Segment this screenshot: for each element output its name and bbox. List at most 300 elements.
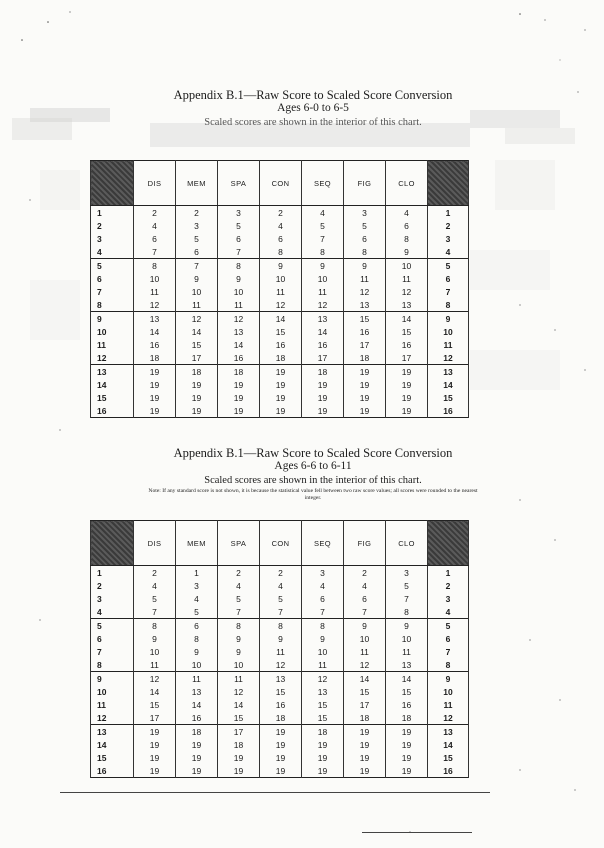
scaled-score-cell: 6 — [386, 219, 428, 232]
scaled-score-cell: 15 — [218, 711, 260, 725]
scaled-score-cell: 9 — [218, 272, 260, 285]
scaled-score-cell: 19 — [218, 751, 260, 764]
section-title: Appendix B.1—Raw Score to Scaled Score Conversion — [173, 88, 453, 102]
scaled-score-cell: 4 — [134, 579, 176, 592]
scaled-score-cell: 10 — [386, 259, 428, 273]
scaled-score-cell: 11 — [218, 298, 260, 312]
scaled-score-cell: 15 — [176, 338, 218, 351]
scaled-score-cell: 13 — [176, 685, 218, 698]
scaled-score-cell: 19 — [386, 751, 428, 764]
table-row — [91, 351, 469, 365]
raw-score-cell: 12 — [91, 711, 134, 725]
scaled-score-cell: 5 — [176, 232, 218, 245]
scaled-score-cell: 6 — [344, 592, 386, 605]
raw-score-header — [91, 161, 134, 206]
scaled-score-cell: 11 — [344, 272, 386, 285]
raw-score-cell: 12 — [428, 351, 469, 365]
raw-score-cell: 12 — [428, 711, 469, 725]
subtest-header: FIG — [344, 161, 386, 206]
scaled-score-cell: 7 — [134, 605, 176, 619]
scaled-score-cell: 11 — [218, 672, 260, 686]
scaled-score-cell: 12 — [134, 298, 176, 312]
scaled-score-cell: 6 — [302, 592, 344, 605]
raw-score-header — [428, 521, 469, 566]
scaled-score-cell: 19 — [302, 391, 344, 404]
scaled-score-cell: 12 — [260, 658, 302, 672]
raw-score-cell: 13 — [91, 365, 134, 379]
scaled-score-cell: 4 — [176, 592, 218, 605]
raw-score-header — [91, 521, 134, 566]
header-row — [91, 521, 469, 566]
scaled-score-cell: 13 — [344, 298, 386, 312]
raw-score-cell: 16 — [428, 404, 469, 418]
scaled-score-cell: 5 — [344, 219, 386, 232]
scaled-score-cell: 19 — [134, 764, 176, 778]
section-subtitle: Scaled scores are shown in the interior of this chart. — [204, 475, 422, 486]
scaled-score-cell: 19 — [344, 404, 386, 418]
subtest-header: CLO — [386, 521, 428, 566]
raw-score-cell: 1 — [91, 566, 134, 580]
subtest-header: MEM — [176, 521, 218, 566]
raw-score-cell: 16 — [91, 404, 134, 418]
scaled-score-cell: 5 — [302, 219, 344, 232]
raw-score-cell: 6 — [91, 632, 134, 645]
table-row — [91, 605, 469, 619]
table-row — [91, 338, 469, 351]
scaled-score-cell: 7 — [302, 605, 344, 619]
scaled-score-cell: 1 — [176, 566, 218, 580]
table-row — [91, 698, 469, 711]
raw-score-cell: 14 — [91, 378, 134, 391]
scaled-score-cell: 17 — [134, 711, 176, 725]
scaled-score-cell: 16 — [260, 698, 302, 711]
scaled-score-cell: 6 — [218, 232, 260, 245]
age-range: Ages 6-6 to 6-11 — [274, 460, 352, 472]
scaled-score-cell: 12 — [344, 658, 386, 672]
scaled-score-cell: 12 — [176, 312, 218, 326]
subtest-header: FIG — [344, 521, 386, 566]
scaled-score-cell: 9 — [176, 645, 218, 658]
scaled-score-cell: 12 — [218, 685, 260, 698]
scaled-score-cell: 7 — [302, 232, 344, 245]
raw-score-cell: 7 — [428, 285, 469, 298]
scaled-score-cell: 10 — [176, 658, 218, 672]
scaled-score-cell: 19 — [302, 738, 344, 751]
scaled-score-cell: 12 — [386, 285, 428, 298]
scaled-score-cell: 18 — [218, 738, 260, 751]
scaled-score-cell: 18 — [260, 351, 302, 365]
scaled-score-cell: 8 — [134, 619, 176, 633]
scaled-score-cell: 13 — [302, 685, 344, 698]
scaled-score-cell: 13 — [386, 658, 428, 672]
section-subtitle: Scaled scores are shown in the interior of this chart. — [204, 117, 422, 128]
scaled-score-cell: 17 — [344, 698, 386, 711]
raw-score-cell: 2 — [428, 579, 469, 592]
scaled-score-cell: 3 — [386, 566, 428, 580]
scaled-score-cell: 8 — [260, 619, 302, 633]
scaled-score-cell: 9 — [218, 645, 260, 658]
subtest-header: SPA — [218, 521, 260, 566]
scaled-score-cell: 14 — [386, 672, 428, 686]
table-row — [91, 632, 469, 645]
scaled-score-cell: 19 — [344, 378, 386, 391]
scaled-score-cell: 19 — [176, 378, 218, 391]
scaled-score-cell: 14 — [386, 312, 428, 326]
raw-score-header — [428, 161, 469, 206]
scaled-score-cell: 19 — [386, 764, 428, 778]
table-row — [91, 672, 469, 686]
scaled-score-cell: 17 — [386, 351, 428, 365]
raw-score-cell: 11 — [428, 338, 469, 351]
table-row — [91, 404, 469, 418]
scaled-score-cell: 9 — [176, 272, 218, 285]
raw-score-cell: 4 — [91, 605, 134, 619]
scaled-score-cell: 7 — [260, 605, 302, 619]
raw-score-cell: 5 — [428, 619, 469, 633]
table-row — [91, 206, 469, 220]
scaled-score-cell: 18 — [176, 365, 218, 379]
scaled-score-cell: 12 — [344, 285, 386, 298]
scaled-score-cell: 19 — [176, 738, 218, 751]
raw-score-cell: 15 — [91, 751, 134, 764]
scaled-score-cell: 4 — [386, 206, 428, 220]
raw-score-cell: 4 — [91, 245, 134, 259]
table-row — [91, 325, 469, 338]
table-row — [91, 738, 469, 751]
scaled-score-cell: 19 — [302, 751, 344, 764]
scaled-score-cell: 12 — [302, 672, 344, 686]
scaled-score-cell: 19 — [260, 365, 302, 379]
scaled-score-cell: 11 — [134, 285, 176, 298]
scaled-score-cell: 15 — [386, 685, 428, 698]
raw-score-cell: 10 — [91, 325, 134, 338]
raw-score-cell: 15 — [428, 751, 469, 764]
scaled-score-cell: 19 — [260, 725, 302, 739]
raw-score-cell: 12 — [91, 351, 134, 365]
scaled-score-cell: 19 — [386, 378, 428, 391]
subtest-header: CON — [260, 521, 302, 566]
scaled-score-cell: 8 — [302, 619, 344, 633]
scaled-score-cell: 6 — [260, 232, 302, 245]
scaled-score-cell: 15 — [344, 312, 386, 326]
scaled-score-cell: 7 — [218, 245, 260, 259]
scaled-score-cell: 19 — [344, 738, 386, 751]
raw-score-cell: 3 — [428, 232, 469, 245]
scaled-score-cell: 14 — [218, 698, 260, 711]
raw-score-cell: 13 — [91, 725, 134, 739]
scaled-score-cell: 18 — [344, 711, 386, 725]
table-row — [91, 272, 469, 285]
raw-score-cell: 14 — [428, 738, 469, 751]
raw-score-cell: 6 — [428, 632, 469, 645]
scaled-score-cell: 19 — [134, 404, 176, 418]
scaled-score-cell: 10 — [134, 645, 176, 658]
subtest-header: SPA — [218, 161, 260, 206]
table-row — [91, 285, 469, 298]
scaled-score-cell: 4 — [302, 206, 344, 220]
scaled-score-cell: 17 — [176, 351, 218, 365]
scaled-score-cell: 11 — [176, 298, 218, 312]
scaled-score-cell: 18 — [344, 351, 386, 365]
scaled-score-cell: 11 — [134, 658, 176, 672]
scaled-score-cell: 13 — [218, 325, 260, 338]
raw-score-cell: 15 — [91, 391, 134, 404]
raw-score-cell: 15 — [428, 391, 469, 404]
scaled-score-cell: 19 — [218, 391, 260, 404]
raw-score-cell: 1 — [428, 206, 469, 220]
table-row — [91, 391, 469, 404]
raw-score-cell: 11 — [91, 698, 134, 711]
raw-score-cell: 9 — [91, 312, 134, 326]
table-row — [91, 378, 469, 391]
scaled-score-cell: 9 — [260, 259, 302, 273]
conversion-section-2 — [0, 446, 604, 776]
scaled-score-cell: 15 — [386, 325, 428, 338]
table-row — [91, 566, 469, 580]
scaled-score-cell: 19 — [386, 725, 428, 739]
scaled-score-cell: 17 — [218, 725, 260, 739]
scaled-score-cell: 5 — [176, 605, 218, 619]
raw-score-cell: 13 — [428, 725, 469, 739]
score-table — [90, 520, 469, 778]
scaled-score-cell: 9 — [218, 632, 260, 645]
scaled-score-cell: 19 — [344, 391, 386, 404]
scaled-score-cell: 19 — [302, 378, 344, 391]
scaled-score-cell: 2 — [218, 566, 260, 580]
scaled-score-cell: 11 — [302, 285, 344, 298]
table-row — [91, 751, 469, 764]
raw-score-cell: 5 — [428, 259, 469, 273]
scaled-score-cell: 3 — [176, 579, 218, 592]
table-row — [91, 232, 469, 245]
table-row — [91, 645, 469, 658]
raw-score-cell: 9 — [91, 672, 134, 686]
scaled-score-cell: 12 — [218, 312, 260, 326]
raw-score-cell: 14 — [428, 378, 469, 391]
scaled-score-cell: 18 — [176, 725, 218, 739]
scaled-score-cell: 19 — [302, 404, 344, 418]
scaled-score-cell: 6 — [134, 232, 176, 245]
scaled-score-cell: 2 — [134, 206, 176, 220]
scaled-score-cell: 18 — [386, 711, 428, 725]
scaled-score-cell: 5 — [134, 592, 176, 605]
subtest-header: MEM — [176, 161, 218, 206]
scaled-score-cell: 10 — [302, 645, 344, 658]
scaled-score-cell: 4 — [218, 579, 260, 592]
raw-score-cell: 16 — [91, 764, 134, 778]
scaled-score-cell: 2 — [344, 566, 386, 580]
scaled-score-cell: 9 — [260, 632, 302, 645]
raw-score-cell: 10 — [91, 685, 134, 698]
table-row — [91, 245, 469, 259]
scaled-score-cell: 13 — [302, 312, 344, 326]
rounding-note: Note: If any standard score is not shown, it is because the statistical value fell between two raw score values; all scores were rounded to the nearest integer. — [148, 488, 478, 501]
scaled-score-cell: 15 — [260, 325, 302, 338]
scaled-score-cell: 8 — [302, 245, 344, 259]
raw-score-cell: 2 — [91, 219, 134, 232]
table-row — [91, 298, 469, 312]
scaled-score-cell: 18 — [218, 365, 260, 379]
scaled-score-cell: 16 — [386, 338, 428, 351]
scaled-score-cell: 19 — [134, 738, 176, 751]
scaled-score-cell: 15 — [134, 698, 176, 711]
scaled-score-cell: 17 — [302, 351, 344, 365]
subtest-header: CON — [260, 161, 302, 206]
scaled-score-cell: 3 — [302, 566, 344, 580]
raw-score-cell: 3 — [91, 592, 134, 605]
table-row — [91, 725, 469, 739]
scaled-score-cell: 13 — [386, 298, 428, 312]
raw-score-cell: 16 — [428, 764, 469, 778]
scaled-score-cell: 12 — [134, 672, 176, 686]
scaled-score-cell: 8 — [386, 232, 428, 245]
scaled-score-cell: 16 — [134, 338, 176, 351]
scaled-score-cell: 9 — [344, 619, 386, 633]
scaled-score-cell: 19 — [344, 725, 386, 739]
scaled-score-cell: 9 — [344, 259, 386, 273]
raw-score-cell: 13 — [428, 365, 469, 379]
scaled-score-cell: 4 — [260, 219, 302, 232]
scaled-score-cell: 18 — [260, 711, 302, 725]
scaled-score-cell: 19 — [386, 738, 428, 751]
scaled-score-cell: 19 — [260, 378, 302, 391]
raw-score-cell: 5 — [91, 619, 134, 633]
scaled-score-cell: 4 — [260, 579, 302, 592]
raw-score-cell: 4 — [428, 605, 469, 619]
scaled-score-cell: 2 — [134, 566, 176, 580]
scaled-score-cell: 11 — [344, 645, 386, 658]
raw-score-cell: 2 — [91, 579, 134, 592]
raw-score-cell: 7 — [91, 285, 134, 298]
scaled-score-cell: 5 — [218, 219, 260, 232]
scaled-score-cell: 7 — [344, 605, 386, 619]
table-row — [91, 685, 469, 698]
scaled-score-cell: 4 — [134, 219, 176, 232]
raw-score-cell: 11 — [428, 698, 469, 711]
header-row — [91, 161, 469, 206]
subtest-header: DIS — [134, 521, 176, 566]
scaled-score-cell: 7 — [176, 259, 218, 273]
scaled-score-cell: 16 — [176, 711, 218, 725]
scaled-score-cell: 16 — [344, 325, 386, 338]
scaled-score-cell: 14 — [176, 698, 218, 711]
raw-score-cell: 3 — [91, 232, 134, 245]
raw-score-cell: 9 — [428, 312, 469, 326]
scaled-score-cell: 19 — [218, 764, 260, 778]
scaled-score-cell: 19 — [260, 404, 302, 418]
scaled-score-cell: 3 — [344, 206, 386, 220]
raw-score-cell: 8 — [91, 298, 134, 312]
scaled-score-cell: 6 — [176, 619, 218, 633]
scaled-score-cell: 5 — [386, 579, 428, 592]
scaled-score-cell: 19 — [260, 738, 302, 751]
scaled-score-cell: 18 — [134, 351, 176, 365]
raw-score-cell: 7 — [428, 645, 469, 658]
scaled-score-cell: 8 — [260, 245, 302, 259]
raw-score-cell: 2 — [428, 219, 469, 232]
scaled-score-cell: 16 — [260, 338, 302, 351]
scaled-score-cell: 6 — [176, 245, 218, 259]
scaled-score-cell: 5 — [218, 592, 260, 605]
raw-score-cell: 11 — [91, 338, 134, 351]
scaled-score-cell: 11 — [260, 285, 302, 298]
scaled-score-cell: 14 — [302, 325, 344, 338]
raw-score-cell: 3 — [428, 592, 469, 605]
subtest-header: SEQ — [302, 521, 344, 566]
table-row — [91, 592, 469, 605]
scaled-score-cell: 15 — [260, 685, 302, 698]
table-row — [91, 219, 469, 232]
table-row — [91, 579, 469, 592]
scaled-score-cell: 9 — [386, 245, 428, 259]
scaled-score-cell: 19 — [386, 365, 428, 379]
scaled-score-cell: 14 — [344, 672, 386, 686]
scaled-score-cell: 19 — [176, 404, 218, 418]
scaled-score-cell: 10 — [176, 285, 218, 298]
scaled-score-cell: 19 — [218, 404, 260, 418]
scaled-score-cell: 10 — [386, 632, 428, 645]
raw-score-cell: 10 — [428, 685, 469, 698]
scaled-score-cell: 12 — [260, 298, 302, 312]
scaled-score-cell: 4 — [302, 579, 344, 592]
scaled-score-cell: 4 — [344, 579, 386, 592]
scaled-score-cell: 19 — [176, 751, 218, 764]
scaled-score-cell: 2 — [260, 206, 302, 220]
scaled-score-cell: 19 — [260, 751, 302, 764]
scaled-score-cell: 17 — [344, 338, 386, 351]
scaled-score-cell: 8 — [218, 259, 260, 273]
scaled-score-cell: 7 — [218, 605, 260, 619]
scaled-score-cell: 19 — [302, 764, 344, 778]
scaled-score-cell: 19 — [134, 725, 176, 739]
scaled-score-cell: 5 — [260, 592, 302, 605]
scaled-score-cell: 10 — [218, 658, 260, 672]
raw-score-cell: 4 — [428, 245, 469, 259]
scaled-score-cell: 10 — [260, 272, 302, 285]
scaled-score-cell: 2 — [260, 566, 302, 580]
table-row — [91, 365, 469, 379]
scaled-score-cell: 7 — [386, 592, 428, 605]
scaled-score-cell: 19 — [176, 764, 218, 778]
scaled-score-cell: 13 — [134, 312, 176, 326]
scaled-score-cell: 15 — [302, 711, 344, 725]
scaled-score-cell: 10 — [218, 285, 260, 298]
scaled-score-cell: 9 — [134, 632, 176, 645]
scaled-score-cell: 19 — [134, 751, 176, 764]
scaled-score-cell: 15 — [344, 685, 386, 698]
scaled-score-cell: 19 — [176, 391, 218, 404]
raw-score-cell: 9 — [428, 672, 469, 686]
scaled-score-cell: 19 — [134, 391, 176, 404]
raw-score-cell: 14 — [91, 738, 134, 751]
age-range: Ages 6-0 to 6-5 — [277, 102, 349, 114]
scaled-score-cell: 8 — [386, 605, 428, 619]
scaled-score-cell: 18 — [302, 365, 344, 379]
section-title: Appendix B.1—Raw Score to Scaled Score Conversion — [173, 446, 453, 460]
subtest-header: CLO — [386, 161, 428, 206]
table-row — [91, 711, 469, 725]
raw-score-cell: 1 — [428, 566, 469, 580]
scaled-score-cell: 10 — [134, 272, 176, 285]
raw-score-cell: 10 — [428, 325, 469, 338]
scaled-score-cell: 10 — [302, 272, 344, 285]
footer-rule — [362, 832, 472, 833]
raw-score-cell: 1 — [91, 206, 134, 220]
raw-score-cell: 6 — [428, 272, 469, 285]
scaled-score-cell: 19 — [344, 764, 386, 778]
scaled-score-cell: 19 — [260, 391, 302, 404]
scaled-score-cell: 15 — [302, 698, 344, 711]
